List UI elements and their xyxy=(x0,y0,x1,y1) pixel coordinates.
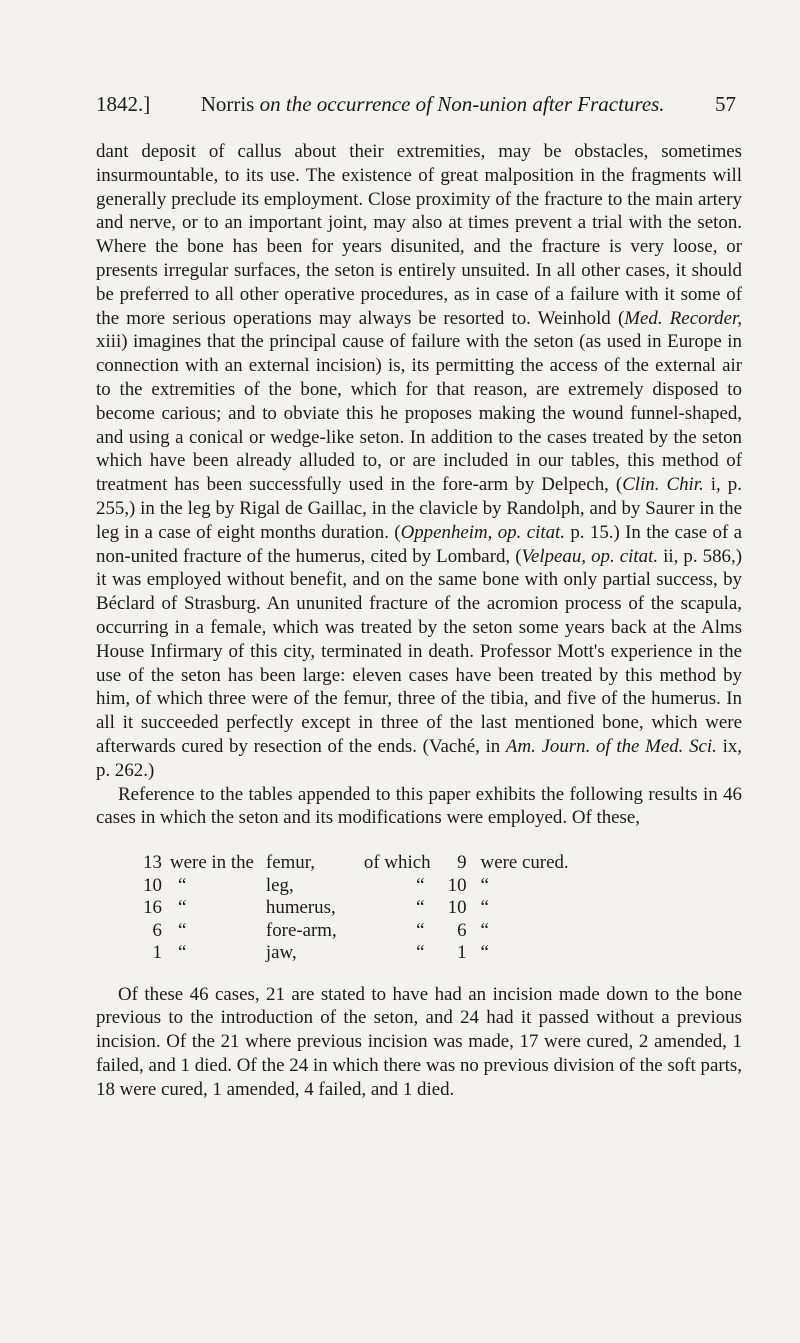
cases-cell: 6 xyxy=(152,919,162,941)
cases-cell: 16 xyxy=(143,897,162,919)
bone-cell: humerus, xyxy=(265,897,336,919)
cured-cell: 9 xyxy=(457,852,467,874)
result-cell: were cured. xyxy=(480,852,569,874)
cured-cell: 10 xyxy=(447,874,467,896)
results-table xyxy=(128,852,569,965)
ditto-cell: “ xyxy=(416,874,425,896)
p1-text-5: ii, p. 586,) it was employed without benefit, and on the same bone with only partial success, by Béclard of Strasburg. An ununited fracture of the acromion process of the scapula, occurring in a female, which was treated by the seton some years back at the Alms House Infirmary of this city, terminated in death. Professor Mott's experience in the use of the seton has been large: eleven cases have been treated by this method by him, of which three were of the femur, three of the tibia, and five of the humerus. In all it succeeded perfectly except in three of the last mentioned bone, which were afterwards cured by resection of the ends. (Vaché, in xyxy=(96,545,742,757)
result-cell: “ xyxy=(480,897,489,919)
paragraph-2: Reference to the tables appended to this paper exhibits the following results in 46 cases in which the seton and its modifications were employed. Of these, xyxy=(96,783,742,829)
ditto-cell: “ xyxy=(178,942,187,964)
ditto-cell: were in the xyxy=(170,852,254,874)
header-year: 1842.] xyxy=(96,92,151,116)
ditto-cell: “ xyxy=(178,919,187,941)
p1-text-6: ix, p. 262.) xyxy=(96,735,742,781)
header-title-text: on the occurrence of Non-union after Fractures. xyxy=(254,92,665,116)
cured-cell: 1 xyxy=(457,942,467,964)
table-row xyxy=(128,897,569,920)
cured-cell: 10 xyxy=(447,897,467,919)
cases-cell: 10 xyxy=(143,874,162,896)
result-cell: “ xyxy=(480,942,489,964)
p1-citation-4: Velpeau, op. citat. xyxy=(521,545,659,567)
ditto-cell: “ xyxy=(416,897,425,919)
page-number: 57 xyxy=(715,92,736,116)
cured-cell: 6 xyxy=(457,919,467,941)
ditto-cell: of which xyxy=(363,852,431,874)
bone-cell: fore-arm, xyxy=(265,919,337,941)
table-row xyxy=(128,852,569,875)
ditto-cell: “ xyxy=(416,919,425,941)
table-row xyxy=(128,942,569,965)
bone-cell: leg, xyxy=(265,874,294,896)
table-row xyxy=(128,875,569,898)
paragraph-1 xyxy=(96,140,742,783)
header-title xyxy=(201,92,665,117)
table-row xyxy=(128,920,569,943)
cases-cell: 13 xyxy=(143,852,162,874)
p1-citation-2: Clin. Chir. xyxy=(622,474,704,496)
ditto-cell: “ xyxy=(416,942,425,964)
p1-citation-5: Am. Journ. of the Med. Sci. xyxy=(505,735,717,757)
p1-text-4: p. 15.) In the case of a non-united fracture of the humerus, cited by Lombard, ( xyxy=(96,521,742,567)
header-author: Norris xyxy=(200,92,255,116)
p1-text-3: i, p. 255,) in the leg by Rigal de Gaillac, in the clavicle by Randolph, and by Saurer in the leg in a case of eight months duration. ( xyxy=(96,474,742,543)
p1-text-2: xiii) imagines that the principal cause of failure with the seton (as used in Europe in connection with an external incision) is, its permitting the access of the external air to the extremities of the bone, which for that reason, are extremely disposed to become carious; and to obviate this he proposes making the wound funnel-shaped, and using a conical or wedge-like seton. In addition to the cases treated by the seton which have been already alluded to, or are included in our tables, this method of treatment has been successfully used in the fore-arm by Delpech, ( xyxy=(96,331,742,496)
p1-text-1: dant deposit of callus about their extremities, may be obstacles, sometimes insurmountable, to its use. The existence of great malposition in the fragments will generally preclude its employment. Close proximity of the fracture to the main artery and nerve, or to an important joint, may also at times prevent a trial with the seton. Where the bone has been for years disunited, and the fracture is very loose, or presents irregular surfaces, the seton is entirely unsuited. In all other cases, it should be preferred to all other operative procedures, as in case of a failure with it some of the more serious operations may always be resorted to. Weinhold ( xyxy=(96,141,742,329)
bone-cell: femur, xyxy=(265,852,315,874)
cases-cell: 1 xyxy=(152,942,162,964)
bone-cell: jaw, xyxy=(265,942,297,964)
ditto-cell: “ xyxy=(178,897,187,919)
result-cell: “ xyxy=(480,919,489,941)
result-cell: “ xyxy=(480,874,489,896)
paragraph-3: Of these 46 cases, 21 are stated to have had an incision made down to the bone previous to the introduction of the seton, and 24 had it passed without a previous incision. Of the 21 where previous incision was made, 17 were cured, 2 amended, 1 failed, and 1 died. Of the 24 in which there was no previous division of the soft parts, 18 were cured, 1 amended, 4 failed, and 1 died. xyxy=(96,983,742,1100)
p1-citation-1: Med. Recorder, xyxy=(624,307,742,329)
running-header xyxy=(96,92,736,117)
p1-citation-3: Oppenheim, op. citat. xyxy=(400,521,565,543)
body-text xyxy=(96,140,742,1102)
ditto-cell: “ xyxy=(178,874,187,896)
